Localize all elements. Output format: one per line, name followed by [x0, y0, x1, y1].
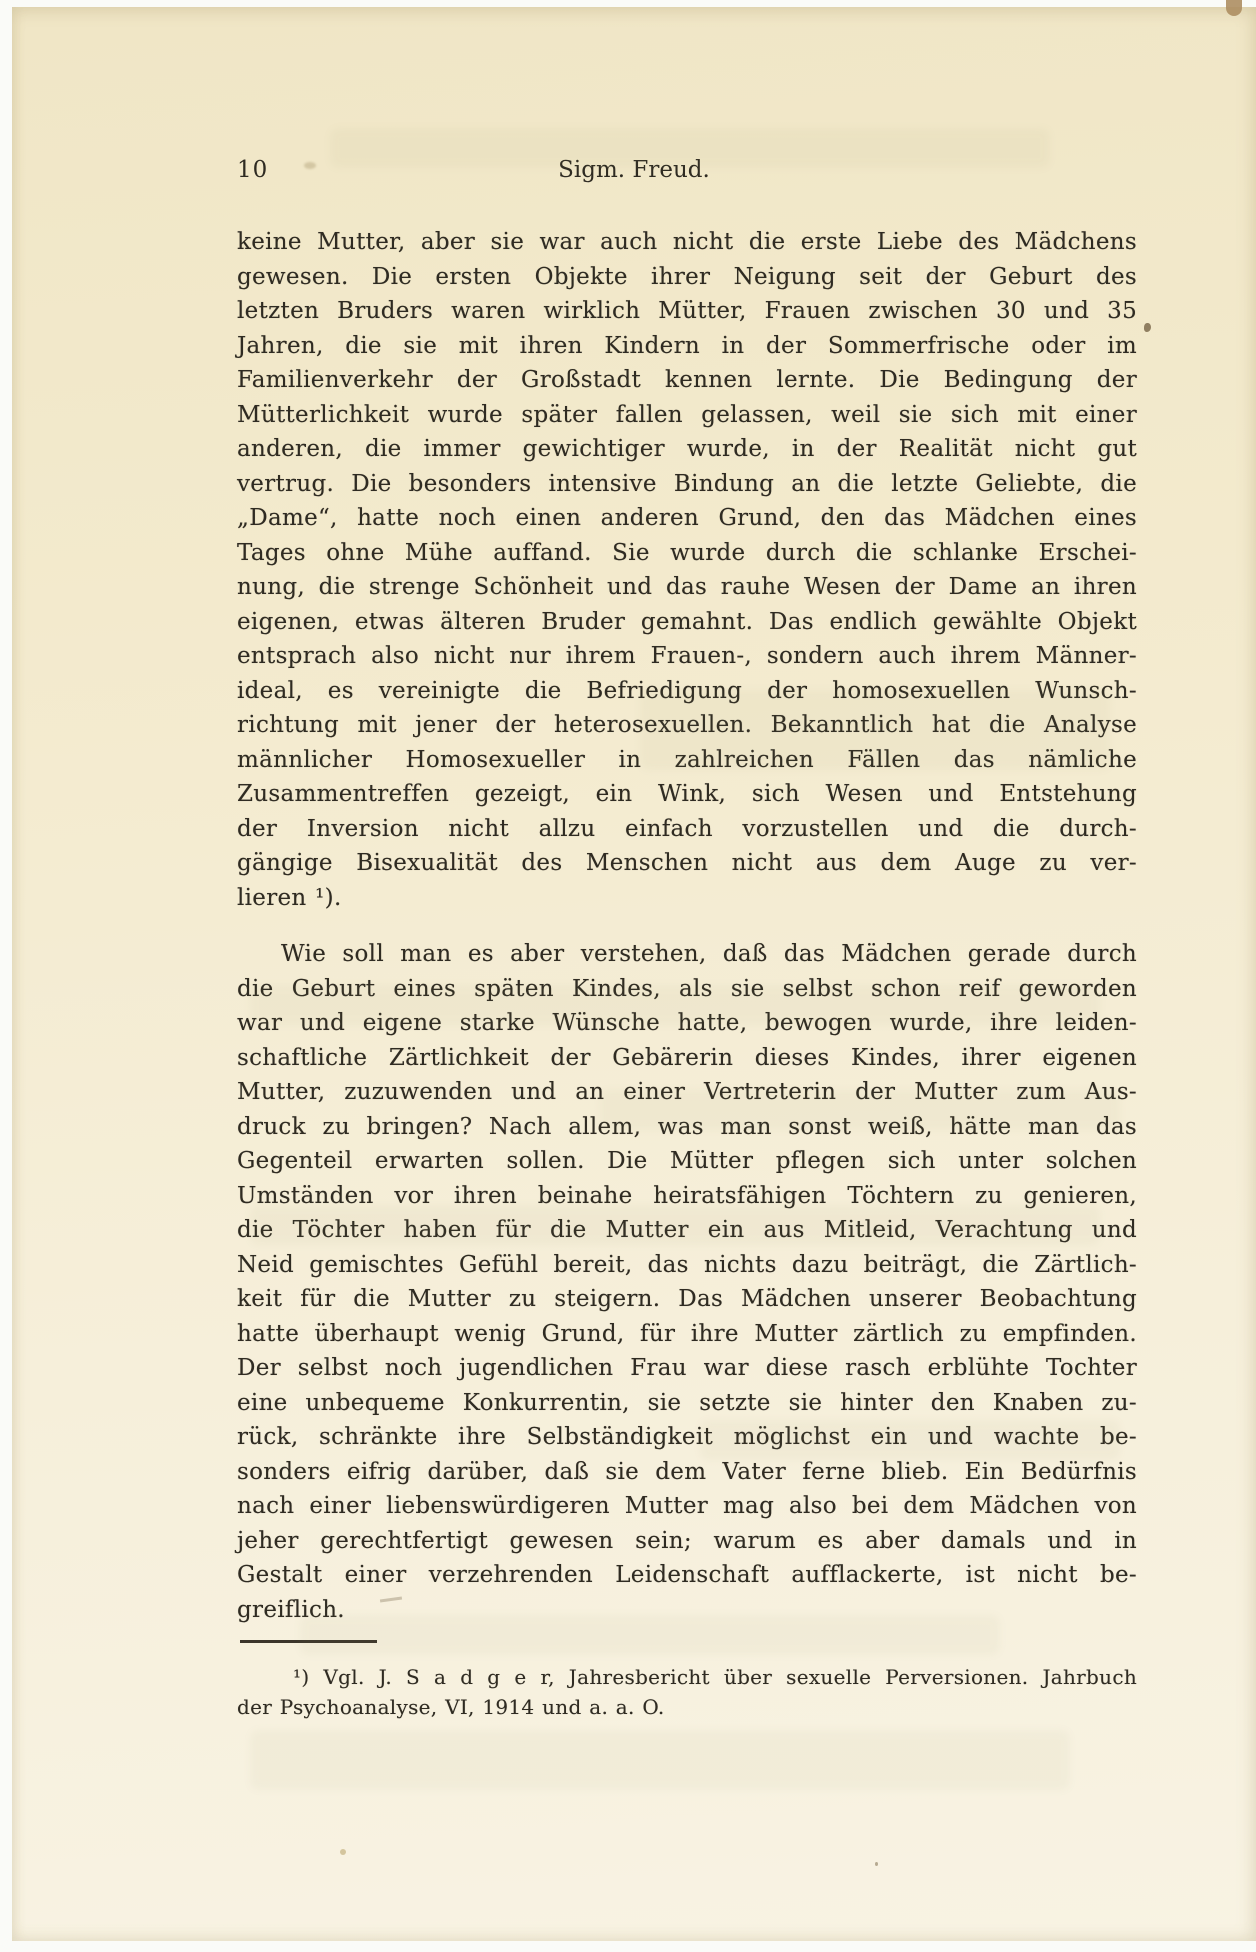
text-line: eigenen, etwas älteren Bruder gemahnt. Das endlich gewählte Objekt: [237, 608, 1137, 635]
text-line: ¹) Vgl. J. S a d g e r, Jahresbericht über sexuelle Perversionen. Jahrbuch: [293, 1665, 1137, 1689]
text-line: Wie soll man es aber verstehen, daß das Mädchen gerade durch: [281, 941, 1137, 967]
text-line: Gegenteil erwarten sollen. Die Mütter pflegen sich unter solchen: [237, 1148, 1137, 1174]
text-line: eine unbequeme Konkurrentin, sie setzte sie hinter den Knaben zu-: [237, 1389, 1137, 1416]
text-line: ideal, es vereinigte die Befriedigung der homosexuellen Wunsch-: [237, 677, 1137, 704]
text-line: Der selbst noch jugendlichen Frau war diese rasch erblühte Tochter: [237, 1355, 1137, 1381]
text-line: Neid gemischtes Gefühl bereit, das nichts dazu beiträgt, die Zärtlich-: [237, 1251, 1137, 1278]
text-line: schaftliche Zärtlichkeit der Gebärerin dieses Kindes, ihrer eigenen: [237, 1044, 1137, 1071]
text-line: Zusammentreffen gezeigt, ein Wink, sich Wesen und Entstehung: [237, 781, 1137, 807]
text-line: entsprach also nicht nur ihrem Frauen-, sondern auch ihrem Männer-: [237, 643, 1137, 669]
text-line: Gestalt einer verzehrenden Leidenschaft aufflackerte, ist nicht be-: [237, 1562, 1137, 1588]
text-line: sonders eifrig darüber, daß sie dem Vater ferne blieb. Ein Bedürfnis: [237, 1458, 1137, 1485]
ink-speck: [1144, 323, 1151, 332]
text-line: anderen, die immer gewichtiger wurde, in der Realität nicht gut: [237, 436, 1137, 462]
text-line: Jahren, die sie mit ihren Kindern in der Sommerfrische oder im: [237, 332, 1137, 359]
text-line: die Töchter haben für die Mutter ein aus Mitleid, Verachtung und: [237, 1217, 1137, 1243]
text-line: Familienverkehr der Großstadt kennen lernte. Die Bedingung der: [237, 367, 1137, 393]
text-line: „Dame“, hatte noch einen anderen Grund, den das Mädchen eines: [237, 505, 1137, 531]
text-line: männlicher Homosexueller in zahlreichen Fällen das nämliche: [237, 746, 1137, 773]
text-line: druck zu bringen? Nach allem, was man sonst weiß, hätte man das: [237, 1113, 1137, 1140]
ink-speck: [875, 1862, 878, 1866]
text-line: rück, schränkte ihre Selbständigkeit möglichst ein und wachte be-: [237, 1424, 1137, 1450]
text-line: Tages ohne Mühe auffand. Sie wurde durch die schlanke Erschei-: [237, 539, 1137, 566]
page-number: 10: [237, 157, 269, 183]
text-line: der Inversion nicht allzu einfach vorzustellen und die durch-: [237, 815, 1137, 842]
ink-speck: [340, 1849, 346, 1855]
text-line: war und eigene starke Wünsche hatte, bewogen wurde, ihre leiden-: [237, 1010, 1137, 1036]
text-line: lieren ¹).: [237, 884, 342, 911]
text-line: gängige Bisexualität des Menschen nicht aus dem Auge zu ver-: [237, 850, 1137, 876]
bleed-through-smudge: [250, 1730, 1070, 1790]
text-line: hatte überhaupt wenig Grund, für ihre Mutter zärtlich zu empfinden.: [237, 1320, 1137, 1347]
text-line: richtung mit jener der heterosexuellen. Bekanntlich hat die Analyse: [237, 712, 1137, 738]
text-line: greiflich.: [237, 1596, 345, 1623]
text-line: letzten Bruders waren wirklich Mütter, Frauen zwischen 30 und 35: [237, 298, 1137, 324]
book-page: [12, 7, 1256, 1941]
page-corner-mark: [1226, 0, 1242, 16]
text-line: Mütterlichkeit wurde später fallen gelassen, weil sie sich mit einer: [237, 401, 1137, 428]
text-line: gewesen. Die ersten Objekte ihrer Neigung seit der Geburt des: [237, 263, 1137, 290]
text-line: nung, die strenge Schönheit und das rauhe Wesen der Dame an ihren: [237, 574, 1137, 600]
text-line: nach einer liebenswürdigeren Mutter mag also bei dem Mädchen von: [237, 1493, 1137, 1519]
text-line: Umständen vor ihren beinahe heiratsfähigen Töchtern zu genieren,: [237, 1182, 1137, 1209]
text-line: der Psychoanalyse, VI, 1914 und a. a. O.: [237, 1695, 665, 1719]
text-line: Mutter, zuzuwenden und an einer Vertreterin der Mutter zum Aus-: [237, 1079, 1137, 1105]
running-head: Sigm. Freud.: [558, 157, 710, 183]
footnote: [237, 1662, 1137, 1722]
text-line: jeher gerechtfertigt gewesen sein; warum es aber damals und in: [237, 1527, 1137, 1554]
text-line: vertrug. Die besonders intensive Bindung an die letzte Geliebte, die: [237, 470, 1137, 497]
text-line: keine Mutter, aber sie war auch nicht die erste Liebe des Mädchens: [237, 229, 1137, 255]
paragraph-2: [237, 937, 1137, 1627]
paragraph-1: [237, 225, 1137, 915]
text-line: keit für die Mutter zu steigern. Das Mädchen unserer Beobachtung: [237, 1286, 1137, 1312]
text-line: die Geburt eines späten Kindes, als sie selbst schon reif geworden: [237, 975, 1137, 1002]
footnote-rule: [240, 1640, 377, 1643]
